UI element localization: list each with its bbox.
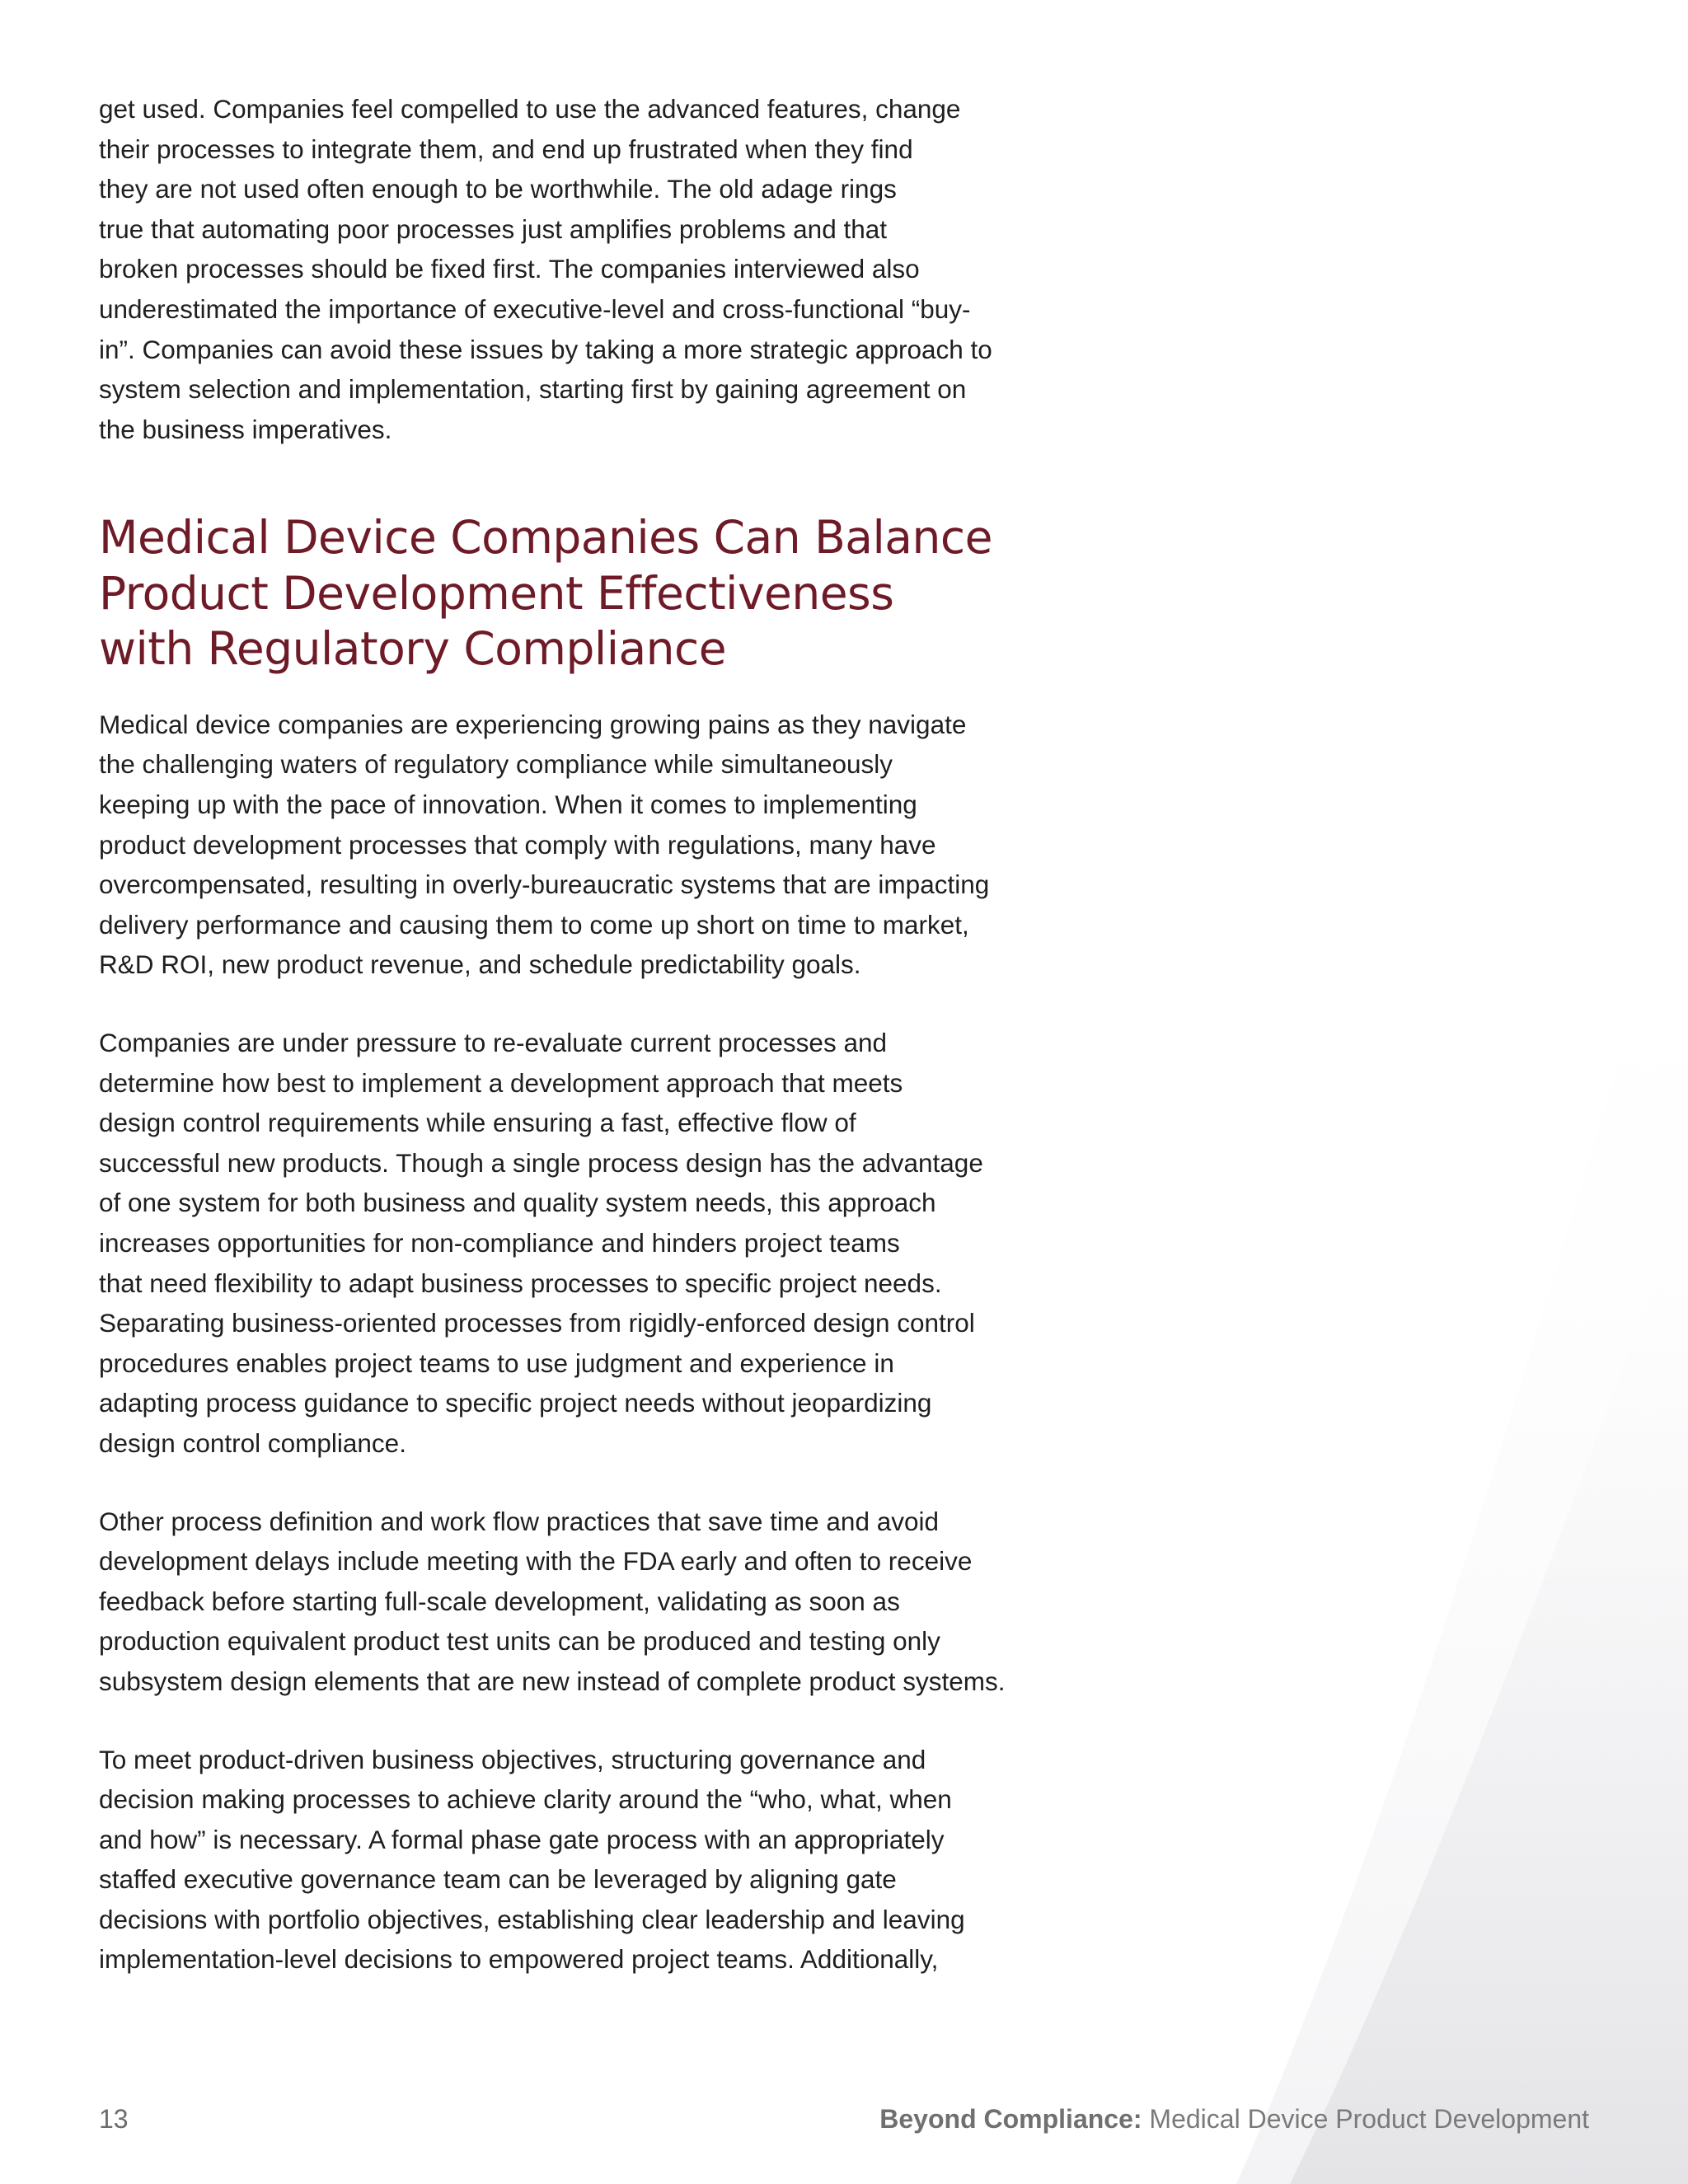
footer-document-title	[879, 2104, 1589, 2135]
body-paragraph: Other process definition and work flow practices that save time and avoid development delays include meeting with the FDA early and often to receive feedback before starting full-scale development, validating as soon as production equivalent product test units can be produced and testing only subsystem design elements that are new instead of complete product systems.	[99, 1506, 1006, 1696]
footer-title-rest: Medical Device Product Development	[1142, 2104, 1589, 2134]
intro-paragraph: get used. Companies feel compelled to use the advanced features, change their processes to integrate them, and end up frustrated when they find they are not used often enough to be worthwhile. The old adage rings true that automating poor processes just amplifies problems and that broken processes should be fixed first. The companies interviewed also underestimated the importance of executive-level and cross-functional “buy- in”. Companies can avoid these issues by taking a more strategic approach to system selection and implementation, starting first by gaining agreement on the business imperatives.	[99, 94, 992, 444]
page-content	[99, 89, 1109, 2018]
body-paragraph: Companies are under pressure to re-evaluate current processes and determine how best to implement a development approach that meets design control requirements while ensuring a fast, effective flow of successful new products. Though a single process design has the advantage of one system for both business and quality system needs, this approach increases opportunities for non-compliance and hinders project teams that need flexibility to adapt business processes to specific project needs. Separating business-oriented processes from rigidly-enforced design control procedures enables project teams to use judgment and experience in adapting process guidance to specific project needs without jeopardizing design control compliance.	[99, 1028, 983, 1458]
body-paragraph: Medical device companies are experiencing growing pains as they navigate the challenging waters of regulatory compliance while simultaneously keeping up with the pace of innovation. When it comes to implementing product development processes that comply with regulations, many have overcompensated, resulting in overly-bureaucratic systems that are impacting delivery performance and causing them to come up short on time to market, R&D ROI, new product revenue, and schedule predictability goals.	[99, 709, 990, 980]
footer-title-bold: Beyond Compliance:	[879, 2104, 1142, 2134]
page-number: 13	[99, 2104, 129, 2134]
section-heading: Medical Device Companies Can Balance Product Development Effectiveness with Regulatory Compliance	[99, 511, 992, 676]
body-paragraph: To meet product-driven business objectives, structuring governance and decision making processes to achieve clarity around the “who, what, when and how” is necessary. A formal phase gate process with an appropriately staffed executive governance team can be leveraged by aligning gate decisions with portfolio objectives, establishing clear leadership and leaving implementation-level decisions to empowered project teams. Additionally,	[99, 1744, 965, 1975]
